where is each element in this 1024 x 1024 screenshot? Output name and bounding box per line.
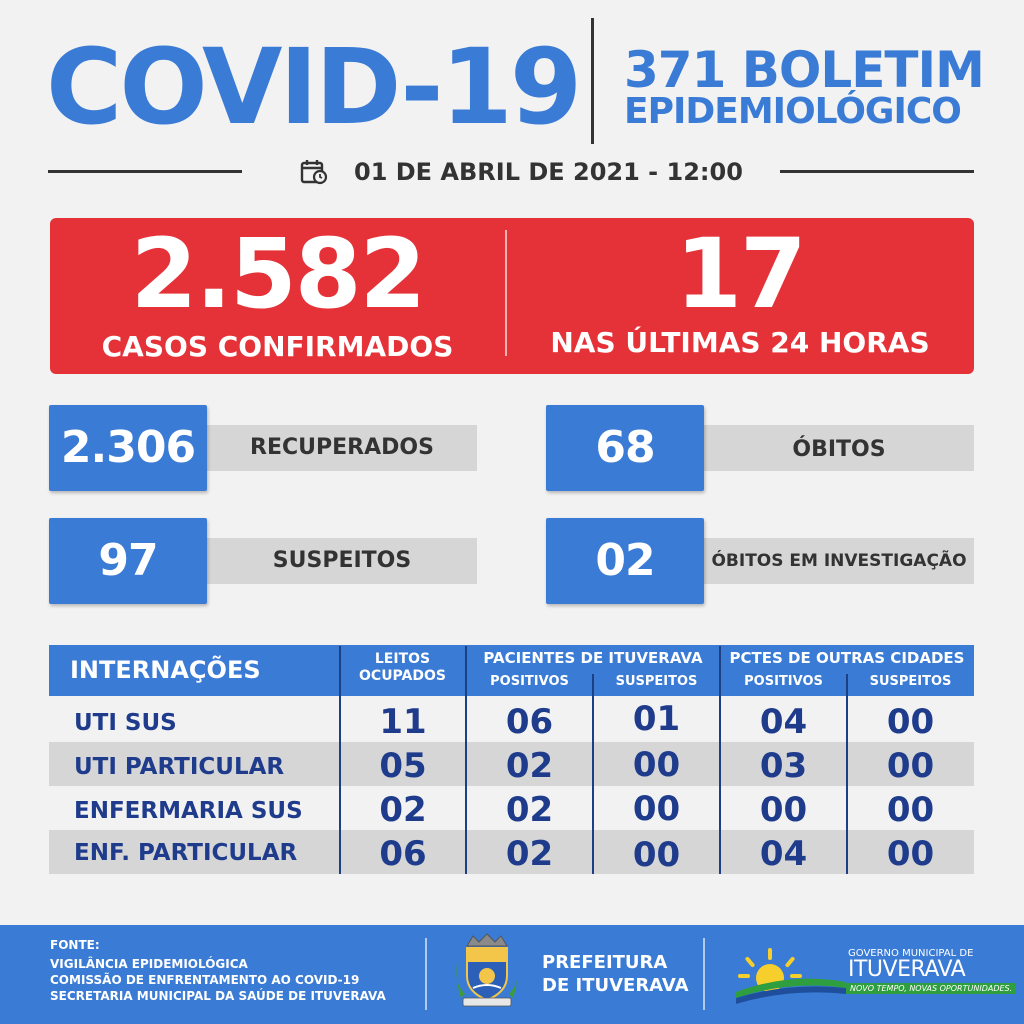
source-label: FONTE:: [50, 938, 100, 952]
source-line: SECRETARIA MUNICIPAL DA SAÚDE DE ITUVERAVA: [50, 989, 386, 1003]
recovered-value: 2.306: [49, 405, 207, 491]
cell-enf-sus-ou-sus: 00: [886, 790, 935, 830]
date-rule-left: [48, 170, 242, 173]
cell-enf-part-leitos: 06: [379, 834, 427, 874]
suspects-value: 97: [49, 518, 207, 604]
header-leitos: LEITOS: [374, 651, 431, 667]
cell-enf-part-it-sus: 00: [632, 835, 681, 875]
cell-uti-part-it-sus: 00: [632, 745, 681, 785]
cell-enf-sus-leitos: 02: [379, 790, 427, 830]
gov-name: ITUVERAVA: [848, 957, 966, 982]
cell-enf-part-ou-pos: 04: [759, 834, 808, 874]
cell-uti-sus-ou-pos: 04: [759, 702, 808, 742]
gov-slogan: NOVO TEMPO, NOVAS OPORTUNIDADES.: [846, 983, 1016, 994]
cell-uti-sus-ou-sus: 00: [886, 702, 935, 742]
sun-logo-icon: [730, 942, 850, 1006]
cell-enf-sus-it-pos: 02: [505, 790, 554, 830]
banner-divider: [505, 230, 507, 356]
header-other-positivos: POSITIVOS: [744, 674, 823, 689]
prefeitura-label: DE ITUVERAVA: [542, 975, 689, 996]
header-divider: [591, 18, 594, 144]
deaths-value: 68: [546, 405, 704, 491]
cell-uti-part-ou-pos: 03: [759, 746, 808, 786]
bulletin-date: 01 DE ABRIL DE 2021 - 12:00: [354, 158, 743, 186]
date-rule-right: [780, 170, 974, 173]
cell-enf-part-ou-sus: 00: [886, 834, 935, 874]
header-ituverava-suspeitos: SUSPEITOS: [615, 674, 698, 689]
footer-divider: [703, 938, 705, 1010]
cell-uti-sus-it-sus: 01: [632, 699, 681, 739]
header-ituverava-group: PACIENTES DE ITUVERAVA: [483, 649, 703, 667]
bulletin-subtitle: EPIDEMIOLÓGICO: [624, 91, 961, 132]
deaths-label: ÓBITOS: [792, 437, 886, 462]
cell-uti-part-it-pos: 02: [505, 746, 554, 786]
investigation-label: ÓBITOS EM INVESTIGAÇÃO: [711, 551, 967, 571]
source-line: COMISSÃO DE ENFRENTAMENTO AO COVID-19: [50, 973, 360, 987]
cell-uti-part-leitos: 05: [379, 746, 427, 786]
prefeitura-label: PREFEITURA: [542, 952, 668, 973]
page-title: COVID-19: [46, 26, 580, 148]
gov-label: GOVERNO MUNICIPAL DE: [848, 948, 974, 959]
row-label-enfermaria-sus: ENFERMARIA SUS: [74, 798, 303, 824]
row-label-enf-particular: ENF. PARTICULAR: [74, 840, 298, 866]
footer-divider: [425, 938, 427, 1010]
cell-uti-sus-leitos: 11: [379, 702, 427, 742]
last24h-cases-value: 17: [675, 218, 805, 330]
row-label-uti-particular: UTI PARTICULAR: [74, 754, 285, 780]
source-line: VIGILÂNCIA EPIDEMIOLÓGICA: [50, 957, 248, 971]
row-label-uti-sus: UTI SUS: [74, 710, 177, 736]
cell-enf-sus-ou-pos: 00: [759, 790, 808, 830]
investigation-value: 02: [546, 518, 704, 604]
recovered-label: RECUPERADOS: [250, 435, 434, 460]
confirmed-cases-value: 2.582: [130, 218, 425, 330]
header-ocupados: OCUPADOS: [359, 668, 446, 684]
suspects-label: SUSPEITOS: [272, 548, 412, 573]
city-crest-icon: [453, 932, 521, 1012]
calendar-clock-icon: [300, 158, 328, 186]
last24h-cases-label: NAS ÚLTIMAS 24 HORAS: [550, 326, 930, 359]
cell-uti-sus-it-pos: 06: [505, 702, 554, 742]
header-other-cities-group: PCTES DE OUTRAS CIDADES: [729, 649, 965, 667]
table-title: INTERNAÇÕES: [70, 656, 261, 684]
bulletin-number: 371 BOLETIM: [624, 41, 984, 99]
cell-enf-part-it-pos: 02: [505, 834, 554, 874]
confirmed-cases-label: CASOS CONFIRMADOS: [101, 330, 454, 363]
header-ituverava-positivos: POSITIVOS: [490, 674, 569, 689]
cell-uti-part-ou-sus: 00: [886, 746, 935, 786]
cell-enf-sus-it-sus: 00: [632, 789, 681, 829]
header-other-suspeitos: SUSPEITOS: [869, 674, 952, 689]
